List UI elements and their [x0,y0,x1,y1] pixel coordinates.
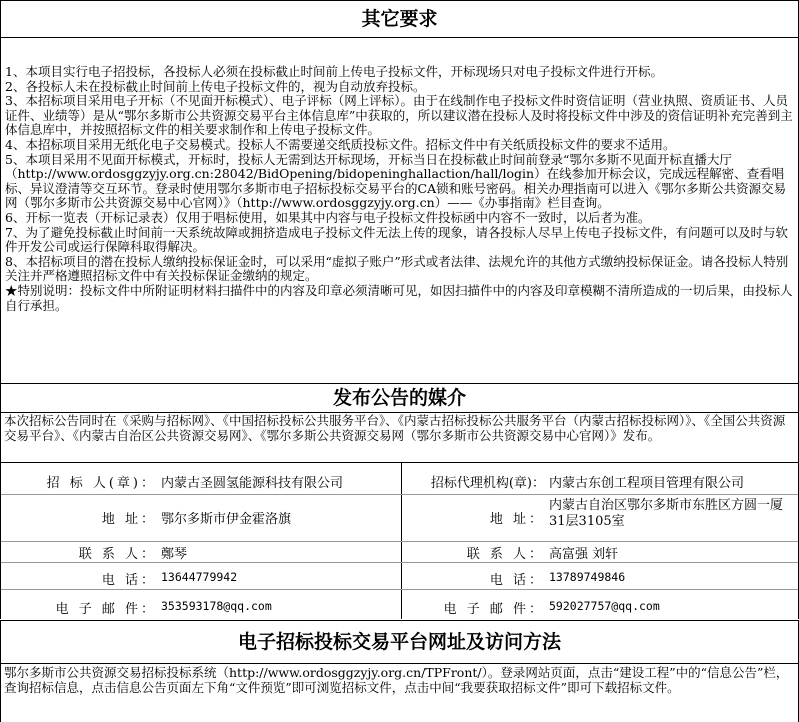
other-requirements-section [0,37,799,383]
agency-name: 内蒙古东创工程项目管理有限公司 [549,476,745,491]
agency-address: 内蒙古自治区鄂尔多斯市东胜区方圆一厦31层3105室 [549,498,784,529]
agency-address-label: 地 址： [489,512,545,527]
agency-contact: 高富强 刘轩 [549,547,619,562]
requirement-item: 4、本招标项目采用无纸化电子交易模式。投标人不需要递交纸质投标文件。招标文件中有关纸质投标文件的要求不适用。 [5,136,676,152]
agency-phone: 13789749846 [549,570,626,584]
requirement-item: 3、本招标项目采用电子开标（不见面开标模式）、电子评标（网上评标）。由于在线制作电子投标文件时资信证明（营业执照、资质证书、人员证件、业绩等）是从“鄂尔多斯市公共资源交易平台主体信息库”中获取的，所以建议潜在投标人及时将投标文件中涉及的资信证明补充完善到主体信息库中，并按照招标文件的相关要求制作和上传电子投标文件。 [5,93,793,138]
tenderer-name: 内蒙古圣圆氢能源科技有限公司 [161,476,344,491]
media-section [0,412,799,463]
agency-email: 592027757@qq.com [549,599,660,613]
requirements-list [5,65,793,313]
tenderer-name-label: 招 标 人(章)： [46,476,157,491]
special-note: ★特别说明：投标文件中所附证明材料扫描件中的内容及印章必须清晰可见，如因扫描件中的内容及印章模糊不清所造成的一切后果，由投标人自行承担。 [5,282,793,313]
row-divider [1,494,798,495]
row-divider [1,562,798,563]
tenderer-address-label: 地 址： [101,512,157,527]
section-title-media: 发布公告的媒介 [0,383,799,413]
row-divider [1,589,798,590]
platform-text: 鄂尔多斯市公共资源交易招标投标系统（http://www.ordosggzyjy.org.cn/TPFront/）。登录网站页面，点击“建设工程”中的“信息公告”栏，查询招标信息，点击信息公告页面左下角“文件预览”即可浏览招标文件，点击中间“我要获取招标文件”即可下载招标文件。 [4,665,789,695]
platform-section [0,663,799,722]
requirement-item: 7、为了避免投标截止时间前一天系统故障或拥挤造成电子投标文件无法上传的现象，请各投标人尽早上传电子投标文件，有问题可以及时与软件开发公司或运行保障科取得解决。 [5,224,788,255]
tenderer-phone: 13644779942 [161,570,238,584]
agency-phone-label: 电 话： [489,573,545,588]
requirement-item: 1、本项目实行电子招投标，各投标人必须在投标截止时间前上传电子投标文件，开标现场只对电子投标文件进行开标。 [5,64,663,79]
requirement-item: 6、开标一览表（开标记录表）仅用于唱标使用，如果其中内容与电子投标文件投标函中内容不一致时，以后者为准。 [5,209,651,225]
row-divider [1,541,798,542]
requirement-item: 2、各投标人未在投标截止时间前上传电子投标文件的，视为自动放弃投标。 [5,78,426,94]
tenderer-contact: 鄭琴 [161,547,188,562]
section-title-platform: 电子招标投标交易平台网址及访问方法 [0,620,799,664]
tenderer-phone-label: 电 话： [101,573,157,588]
tenderer-email-label: 电 子 邮 件： [55,602,157,617]
media-text: 本次招标公告同时在《采购与招标网》、《中国招标投标公共服务平台》、《内蒙古招标投标公共服务平台（内蒙古招标投标网）》、《全国公共资源交易平台》、《内蒙古自治区公共资源交易网》、《鄂尔多斯公共资源交易网（鄂尔多斯市公共资源交易中心官网）》发布。 [4,413,786,443]
tenderer-email: 353593178@qq.com [161,599,272,613]
agency-email-label: 电 子 邮 件： [443,602,545,617]
requirement-item: 8、本招标项目的潜在投标人缴纳投标保证金时，可以采用“虚拟子账户”形式或者法律、法规允许的其他方式缴纳投标保证金。请各投标人特别关注并严格遵照招标文件中有关投标保证金缴纳的规定。 [5,253,789,284]
tenderer-address: 鄂尔多斯市伊金霍洛旗 [161,512,292,527]
agency-contact-label: 联 系 人： [466,547,545,562]
contacts-table [0,463,799,619]
section-title-other-requirements: 其它要求 [0,0,799,38]
requirement-item: 5、本项目采用不见面开标模式，开标时，投标人无需到达开标现场，开标当日在投标截止时间前登录“鄂尔多斯不见面开标直播大厅（http://www.ordosggzyjy.org.cn:28042/BidOpening/bidopeninghallaction/hall/login）在线参加开标会议，完成远程解密、查看唱标、异议澄清等交互环节。登录时使用鄂尔多斯市电子招标投标交易平台的CA锁和账号密码。相关办理指南可以进入《鄂尔多斯公共资源交易网（鄂尔多斯市公共资源交易中心官网）》（http://www.ordosggzyjy.org.cn）——《办事指南》栏目查询。 [5,151,787,211]
tenderer-contact-label: 联 系 人： [78,547,157,562]
agency-name-label: 招标代理机构(章)： [430,476,545,491]
